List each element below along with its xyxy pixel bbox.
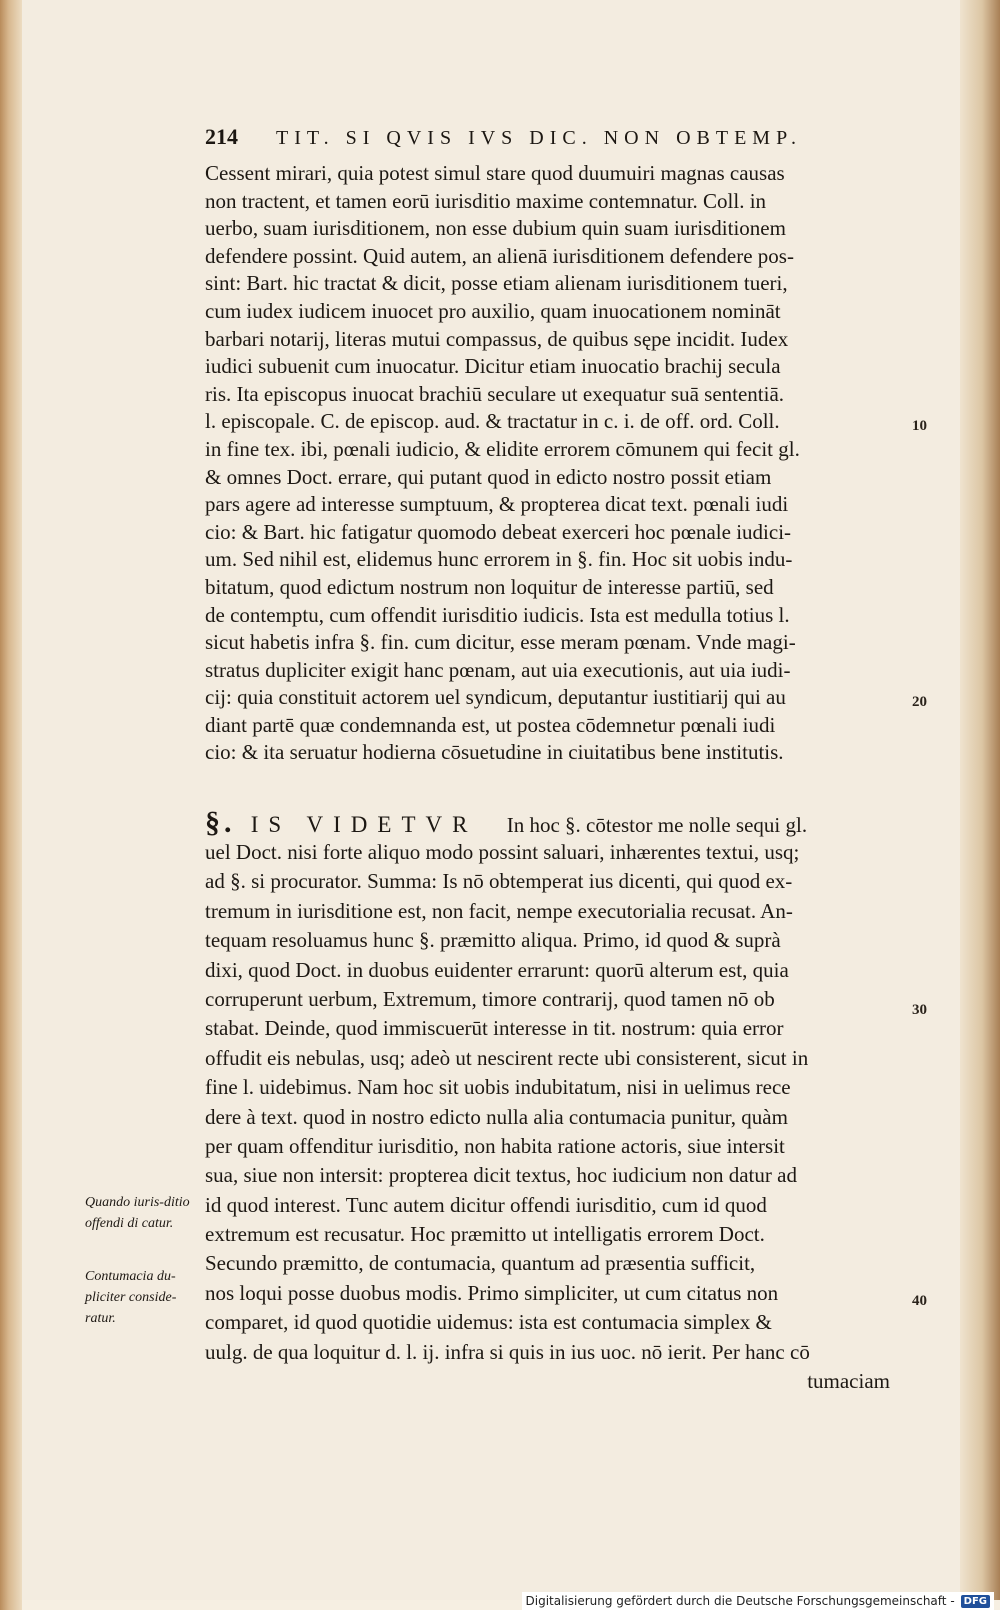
text-line: stratus dupliciter exigit hanc pœnam, aut uia executionis, aut uia iudi- (205, 657, 791, 682)
text-line: non tractent, et tamen eorū iurisditio maxime contemnatur. Coll. in (205, 188, 767, 213)
section-first-line: In hoc §. cōtestor me nolle sequi gl. (506, 813, 808, 837)
marginal-note-2: Contumacia du-pliciter conside-ratur. (85, 1269, 177, 1326)
text-line: uerbo, suam iurisditionem, non esse dubium quin suam iurisditionem (205, 216, 786, 241)
text-line: tequam resoluamus hunc §. præmitto aliqua. Primo, id quod & suprà (205, 928, 781, 953)
line-number-20: 20 (912, 694, 927, 710)
dfg-logo-icon: DFG (961, 1595, 990, 1608)
text-line: de contemptu, cum offendit iurisditio iudicis. Ista est medulla totius l. (205, 602, 790, 627)
text-line: Cessent mirari, quia potest simul stare quod duumuiri magnas causas (205, 161, 785, 185)
text-line: defendere possint. Quid autem, an alienā iurisditionem defendere pos- (205, 243, 794, 268)
text-line: fine l. uidebimus. Nam hoc sit uobis indubitatum, nisi in uelimus rece (205, 1075, 791, 1100)
footer-text: Digitalisierung gefördert durch die Deutsche Forschungsgemeinschaft - (525, 1594, 955, 1608)
text-line: pars agere ad interesse sumptuum, & propterea dicat text. pœnali iudi (205, 492, 789, 517)
text-line: & omnes Doct. errare, qui putant quod in edicto nostro possit etiam (205, 464, 772, 489)
text-line: comparet, id quod quotidie uidemus: ista est contumacia simplex & (205, 1310, 772, 1335)
paragraph-1 (205, 160, 910, 767)
book-spine-edge (0, 0, 22, 1610)
text-line: extremum est recusatur. Hoc præmitto ut intelligatis errorem Doct. (205, 1222, 765, 1247)
line-number-40: 40 (912, 1293, 927, 1309)
marginal-note-1: Quando iuris-ditio offendi di catur. (85, 1195, 190, 1231)
text-line: sint: Bart. hic tractat & dicit, posse etiam alienam iurisditionem tueri, (205, 271, 788, 296)
text-line: uulg. de qua loquitur d. l. ij. infra si quis in ius uoc. nō ierit. Per hanc cō (205, 1339, 810, 1364)
text-line: cio: & ita seruatur hodierna cōsuetudine in ciuitatibus bene institutis. (205, 740, 784, 765)
text-line: ad §. si procurator. Summa: Is nō obtemperat ius dicenti, qui quod ex- (205, 869, 793, 894)
text-line: nos loqui posse duobus modis. Primo simpliciter, ut cum citatus non (205, 1280, 779, 1305)
text-line: barbari notarij, literas mutui compassus, de quibus sępe incidit. Iudex (205, 326, 789, 351)
section-mark: §. (205, 808, 236, 838)
page-number: 214 (205, 124, 238, 149)
running-header (205, 124, 905, 156)
text-line: corruperunt uerbum, Extremum, timore contrarij, quod tamen nō ob (205, 986, 775, 1011)
text-line: sua, siue non intersit: propterea dicit textus, hoc iudicium non datur ad (205, 1163, 797, 1188)
text-line: iudici subuenit cum inuocatur. Dicitur etiam inuocatio brachij secula (205, 354, 781, 379)
section-block (205, 808, 910, 1396)
text-line: stabat. Deinde, quod immiscuerūt interesse in tit. nostrum: quia error (205, 1016, 784, 1041)
text-line: id quod interest. Tunc autem dicitur offendi iurisditio, cum id quod (205, 1192, 767, 1217)
text-line: in fine tex. ibi, pœnali iudicio, & elidite errorem cōmunem qui fecit gl. (205, 436, 800, 461)
line-number-10: 10 (912, 418, 927, 434)
running-title: TIT. SI QVIS IVS DIC. NON OBTEMP. (276, 127, 802, 149)
text-line: offudit eis nebulas, usq; adeò ut nescirent recte ubi consisterent, sicut in (205, 1045, 809, 1070)
text-line: per quam offenditur iurisditio, non habita ratione actoris, siue intersit (205, 1133, 785, 1158)
digitization-footer (522, 1592, 995, 1610)
text-line: dere à text. quod in nostro edicto nulla alia contumacia punitur, quàm (205, 1104, 788, 1129)
text-line: um. Sed nihil est, elidemus hunc errorem in §. fin. Hoc sit uobis indu- (205, 547, 793, 572)
text-line: l. episcopale. C. de episcop. aud. & tractatur in c. i. de off. ord. Coll. (205, 409, 780, 434)
paragraph-2 (205, 838, 910, 1367)
line-number-30: 30 (912, 1002, 927, 1018)
section-title: IS VIDETVR (250, 812, 478, 837)
text-line: tremum in iurisditione est, non facit, nempe executorialia recusat. An- (205, 898, 793, 923)
text-line: uel Doct. nisi forte aliquo modo possint saluari, inhærentes textui, usq; (205, 840, 800, 864)
text-line: cij: quia constituit actorem uel syndicum, deputantur iustitiarij qui au (205, 685, 786, 710)
section-heading (205, 808, 910, 838)
text-line: Secundo præmitto, de contumacia, quantum ad præsentia sufficit, (205, 1251, 756, 1276)
text-line: bitatum, quod edictum nostrum non loquitur de interesse partiū, sed (205, 574, 774, 599)
text-line: sicut habetis infra §. fin. cum dicitur, esse meram pœnam. Vnde magi- (205, 630, 796, 655)
text-line: cio: & Bart. hic fatigatur quomodo debeat exerceri hoc pœnale iudici- (205, 519, 792, 544)
text-line: dixi, quod Doct. in duobus euidenter errarunt: quorū alterum est, quia (205, 957, 789, 982)
book-fore-edge (960, 0, 1000, 1600)
catchword: tumaciam (807, 1369, 890, 1394)
text-line: diant partē quæ condemnanda est, ut postea cōdemnetur pœnali iudi (205, 712, 776, 737)
text-line: ris. Ita episcopus inuocat brachiū seculare ut exequatur suā sententiā. (205, 381, 785, 406)
text-line: cum iudex iudicem inuocet pro auxilio, quam inuocationem nomināt (205, 298, 781, 323)
